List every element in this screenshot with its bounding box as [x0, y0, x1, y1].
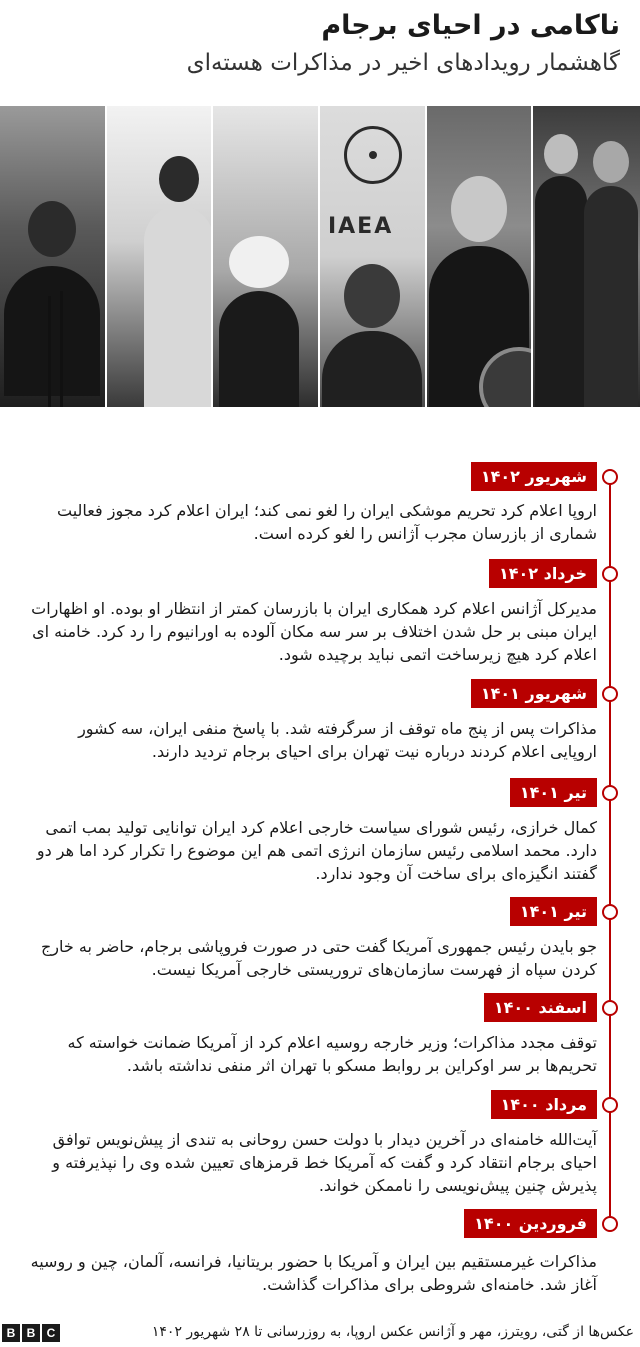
timeline-text: اروپا اعلام کرد تحریم موشکی ایران را لغو نمی کند؛ ایران اعلام کرد مجوز فعالیت شماری از بازرسان مجرب آژانس را لغو کرده است.	[57, 501, 597, 543]
timeline-dot	[602, 686, 618, 702]
page-subtitle: گاهشمار رویدادهای اخیر در مذاکرات هسته‌ای	[186, 50, 620, 76]
person-body	[535, 176, 587, 407]
photo-strip	[0, 106, 640, 407]
timeline-line	[609, 477, 611, 1229]
timeline-text: مذاکرات پس از پنج ماه توقف از سرگرفته شد. با پاسخ منفی ایران، سه کشور اروپایی اعلام کردند درباره نیت تهران برای احیای برجام تردید دارند.	[78, 719, 597, 761]
timeline-date: تیر ۱۴۰۱	[510, 897, 597, 926]
timeline-dot	[602, 1097, 618, 1113]
bbc-logo-letter: B	[2, 1324, 20, 1342]
timeline-text: جو بایدن رئیس جمهوری آمریکا گفت حتی در صورت فروپاشی برجام، حاضر به خارج کردن سپاه از فهرست سازمان‌های تروریستی خارجی آمریکا نیست.	[40, 937, 597, 979]
person-body	[584, 186, 638, 407]
person-body	[4, 266, 100, 396]
timeline-dot	[602, 785, 618, 801]
person-body	[322, 331, 422, 407]
bbc-logo	[2, 1324, 60, 1342]
photo-raisi	[0, 106, 107, 407]
timeline-text: مذاکرات غیرمستقیم بین ایران و آمریکا با حضور بریتانیا، فرانسه، آلمان، چین و روسیه آغاز شد. خامنه‌ای شروطی برای مذاکرات گذاشت.	[30, 1252, 597, 1294]
photo-khamenei	[107, 106, 214, 407]
timeline-dot	[602, 904, 618, 920]
timeline-text: آیت‌الله خامنه‌ای در آخرین دیدار با دولت حسن روحانی به تندی از پیش‌نویس توافق احیای برجام انتقاد کرد و گفت که آمریکا خط قرمزهای تعیین شده وی را نپذیرفته و پذیرش چنین پیش‌نویسی را ناممکن خواند.	[52, 1130, 597, 1195]
person-head	[28, 201, 76, 257]
timeline-date: شهریور ۱۴۰۱	[471, 679, 597, 708]
person-head	[593, 141, 629, 183]
timeline-date: اسفند ۱۴۰۰	[484, 993, 597, 1022]
photo-lavrov-amirabdollahian	[533, 106, 640, 407]
bbc-logo-letter: C	[42, 1324, 60, 1342]
person-body	[144, 206, 214, 407]
footer	[0, 1322, 640, 1347]
microphone	[48, 296, 51, 407]
iaea-sign: IAEA	[327, 214, 394, 239]
timeline-dot	[602, 566, 618, 582]
header	[0, 0, 640, 105]
timeline-date: مرداد ۱۴۰۰	[491, 1090, 597, 1119]
timeline-text: کمال خرازی، رئیس شورای سیاست خارجی اعلام کرد ایران توانایی تولید بمب اتمی دارد. محمد اسلامی رئیس سازمان انرژی اتمی هم این موضوع را تکرار کرد اما هر دو گفتند انگیزه‌ای برای ساخت آن وجود ندارد.	[36, 818, 597, 883]
timeline-text: توقف مجدد مذاکرات؛ وزیر خارجه روسیه اعلام کرد از آمریکا ضمانت خواسته که تحریم‌ها بر سر اوکراین بر روابط مسکو با تهران اثر منفی نداشته باشد.	[67, 1033, 597, 1075]
timeline-date: تیر ۱۴۰۱	[510, 778, 597, 807]
photo-biden	[427, 106, 534, 407]
person-head	[544, 134, 578, 174]
photo-grossi	[320, 106, 427, 407]
atom-icon	[344, 126, 402, 184]
timeline-text: مدیرکل آژانس اعلام کرد همکاری ایران با بازرسان کمتر از انتظار او بوده. او اظهارات ایران مبنی بر حل شدن اختلاف بر سر سه مکان آلوده به اورانیوم را رد کرد. خامنه ای اعلام کرد هیچ زیرساخت اتمی نباید برچیده شود.	[31, 599, 597, 664]
person-head	[344, 264, 400, 328]
timeline-dot	[602, 1000, 618, 1016]
page-title: ناکامی در احیای برجام	[321, 10, 620, 41]
timeline-date: خرداد ۱۴۰۲	[489, 559, 597, 588]
hardhat	[229, 236, 289, 288]
timeline-dot	[602, 469, 618, 485]
bbc-logo-letter: B	[22, 1324, 40, 1342]
timeline-date: شهریور ۱۴۰۲	[471, 462, 597, 491]
timeline-dot	[602, 1216, 618, 1232]
person-head	[451, 176, 507, 242]
person-body	[219, 291, 299, 407]
timeline-date: فروردین ۱۴۰۰	[464, 1209, 597, 1238]
person-head	[159, 156, 199, 202]
photo-credits: عکس‌ها از گتی، رویترز، مهر و آژانس عکس اروپا، به روزرسانی تا ۲۸ شهریور ۱۴۰۲	[151, 1324, 634, 1340]
microphone	[60, 291, 63, 407]
photo-nuclear-facility	[213, 106, 320, 407]
